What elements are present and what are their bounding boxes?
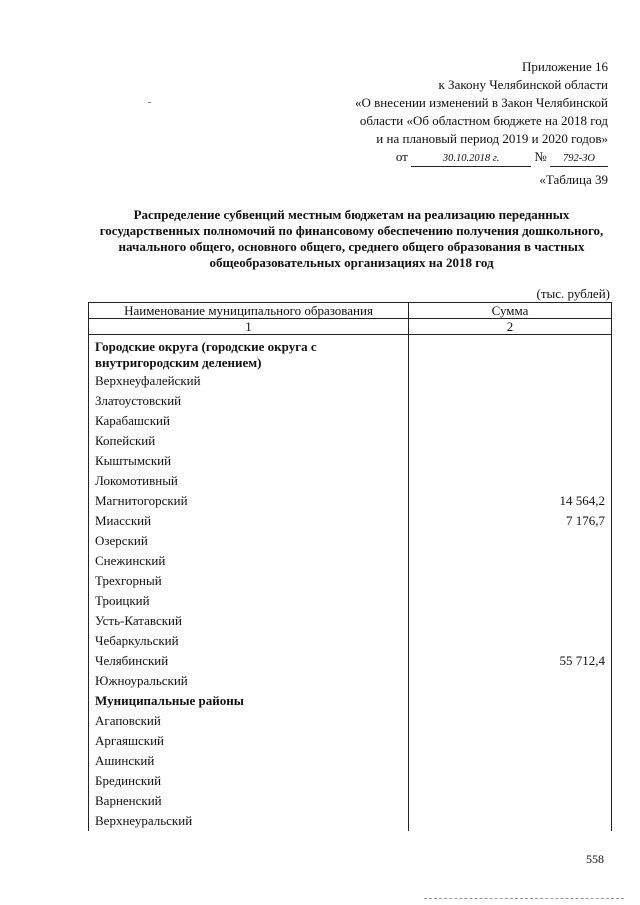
municipality-name: Аргаяшский bbox=[89, 731, 409, 751]
units-label: (тыс. рублей) bbox=[536, 286, 610, 301]
municipality-name: Верхнеуфалейский bbox=[89, 371, 409, 391]
municipality-name: Челябинский bbox=[89, 651, 409, 671]
appendix-header bbox=[288, 58, 608, 167]
table-row bbox=[89, 671, 612, 691]
subvention-amount bbox=[409, 791, 612, 811]
table-column-numbers-row bbox=[89, 319, 612, 335]
table-row bbox=[89, 731, 612, 751]
table-row bbox=[89, 751, 612, 771]
municipality-name: Локомотивный bbox=[89, 471, 409, 491]
municipality-name: Усть-Катавский bbox=[89, 611, 409, 631]
subvention-amount bbox=[409, 631, 612, 651]
subvention-amount bbox=[409, 611, 612, 631]
table-row bbox=[89, 631, 612, 651]
subvention-amount: 7 176,7 bbox=[409, 511, 612, 531]
subvention-amount bbox=[409, 591, 612, 611]
table-row bbox=[89, 451, 612, 471]
header-line: области «Об областном бюджете на 2018 год bbox=[359, 113, 608, 128]
municipality-name: Агаповский bbox=[89, 711, 409, 731]
municipality-name: Златоустовский bbox=[89, 391, 409, 411]
section-sum-cell bbox=[409, 335, 612, 372]
section-row bbox=[89, 691, 612, 711]
subvention-amount bbox=[409, 731, 612, 751]
law-date: 30.10.2018 г. bbox=[411, 152, 531, 167]
table-row bbox=[89, 551, 612, 571]
page-number: 558 bbox=[586, 852, 604, 866]
municipality-name: Кыштымский bbox=[89, 451, 409, 471]
municipality-name: Снежинский bbox=[89, 551, 409, 571]
municipality-name: Копейский bbox=[89, 431, 409, 451]
header-line: «О внесении изменений в Закон Челябинской bbox=[354, 95, 608, 110]
header-line: и на плановый период 2019 и 2020 годов» bbox=[376, 131, 608, 146]
table-row bbox=[89, 651, 612, 671]
subvention-amount bbox=[409, 411, 612, 431]
municipality-name: Миасский bbox=[89, 511, 409, 531]
subvention-amount: 14 564,2 bbox=[409, 491, 612, 511]
subvention-amount bbox=[409, 711, 612, 731]
section-sum-cell bbox=[409, 691, 612, 711]
number-label: № bbox=[534, 149, 547, 164]
subventions-table bbox=[88, 302, 612, 831]
law-reference bbox=[396, 148, 608, 167]
law-number: 792-ЗО bbox=[550, 152, 608, 167]
column-number-1: 1 bbox=[89, 319, 409, 335]
municipality-name: Чебаркульский bbox=[89, 631, 409, 651]
table-row bbox=[89, 771, 612, 791]
table-row bbox=[89, 491, 612, 511]
table-row bbox=[89, 391, 612, 411]
municipality-name: Верхнеуральский bbox=[89, 811, 409, 831]
subvention-amount bbox=[409, 771, 612, 791]
subvention-amount: 55 712,4 bbox=[409, 651, 612, 671]
section-row bbox=[89, 335, 612, 372]
municipality-name: Брединский bbox=[89, 771, 409, 791]
document-title: Распределение субвенций местным бюджетам на реализацию переданных государственных полномочий по финансовому обеспечению получения дошкольного, начального общего, основного общего, среднего общего образования в частных общеобразовательных организациях на 2018 год bbox=[99, 207, 604, 270]
municipality-name: Магнитогорский bbox=[89, 491, 409, 511]
municipality-name: Троицкий bbox=[89, 591, 409, 611]
section-title: Городские округа (городские округа с внутригородским делением) bbox=[89, 335, 409, 372]
column-header-sum: Сумма bbox=[409, 303, 612, 319]
table-row bbox=[89, 431, 612, 451]
table-row bbox=[89, 711, 612, 731]
municipality-name: Карабашский bbox=[89, 411, 409, 431]
table-row bbox=[89, 371, 612, 391]
section-title: Муниципальные районы bbox=[89, 691, 409, 711]
table-row bbox=[89, 611, 612, 631]
municipality-name: Южноуральский bbox=[89, 671, 409, 691]
municipality-name: Ашинский bbox=[89, 751, 409, 771]
column-header-name: Наименование муниципального образования bbox=[89, 303, 409, 319]
header-line: к Закону Челябинской области bbox=[438, 77, 608, 92]
subvention-amount bbox=[409, 471, 612, 491]
table-header-row bbox=[89, 303, 612, 319]
from-label: от bbox=[395, 149, 408, 164]
table-row bbox=[89, 591, 612, 611]
subvention-amount bbox=[409, 571, 612, 591]
subvention-amount bbox=[409, 391, 612, 411]
table-row bbox=[89, 791, 612, 811]
subvention-amount bbox=[409, 811, 612, 831]
subvention-amount bbox=[409, 431, 612, 451]
table-label: «Таблица 39 bbox=[539, 172, 608, 187]
footer-dashes bbox=[424, 898, 624, 899]
municipality-name: Трехгорный bbox=[89, 571, 409, 591]
table-row bbox=[89, 531, 612, 551]
table-row bbox=[89, 511, 612, 531]
subvention-amount bbox=[409, 671, 612, 691]
subvention-amount bbox=[409, 451, 612, 471]
municipality-name: Озерский bbox=[89, 531, 409, 551]
subvention-amount bbox=[409, 751, 612, 771]
header-line: Приложение 16 bbox=[521, 59, 608, 74]
municipality-name: Варненский bbox=[89, 791, 409, 811]
subvention-amount bbox=[409, 531, 612, 551]
column-number-2: 2 bbox=[409, 319, 612, 335]
scan-speck bbox=[148, 102, 151, 103]
subvention-amount bbox=[409, 551, 612, 571]
table-row bbox=[89, 411, 612, 431]
table-row bbox=[89, 811, 612, 831]
subvention-amount bbox=[409, 371, 612, 391]
table-body bbox=[89, 335, 612, 832]
table-row bbox=[89, 571, 612, 591]
table-row bbox=[89, 471, 612, 491]
